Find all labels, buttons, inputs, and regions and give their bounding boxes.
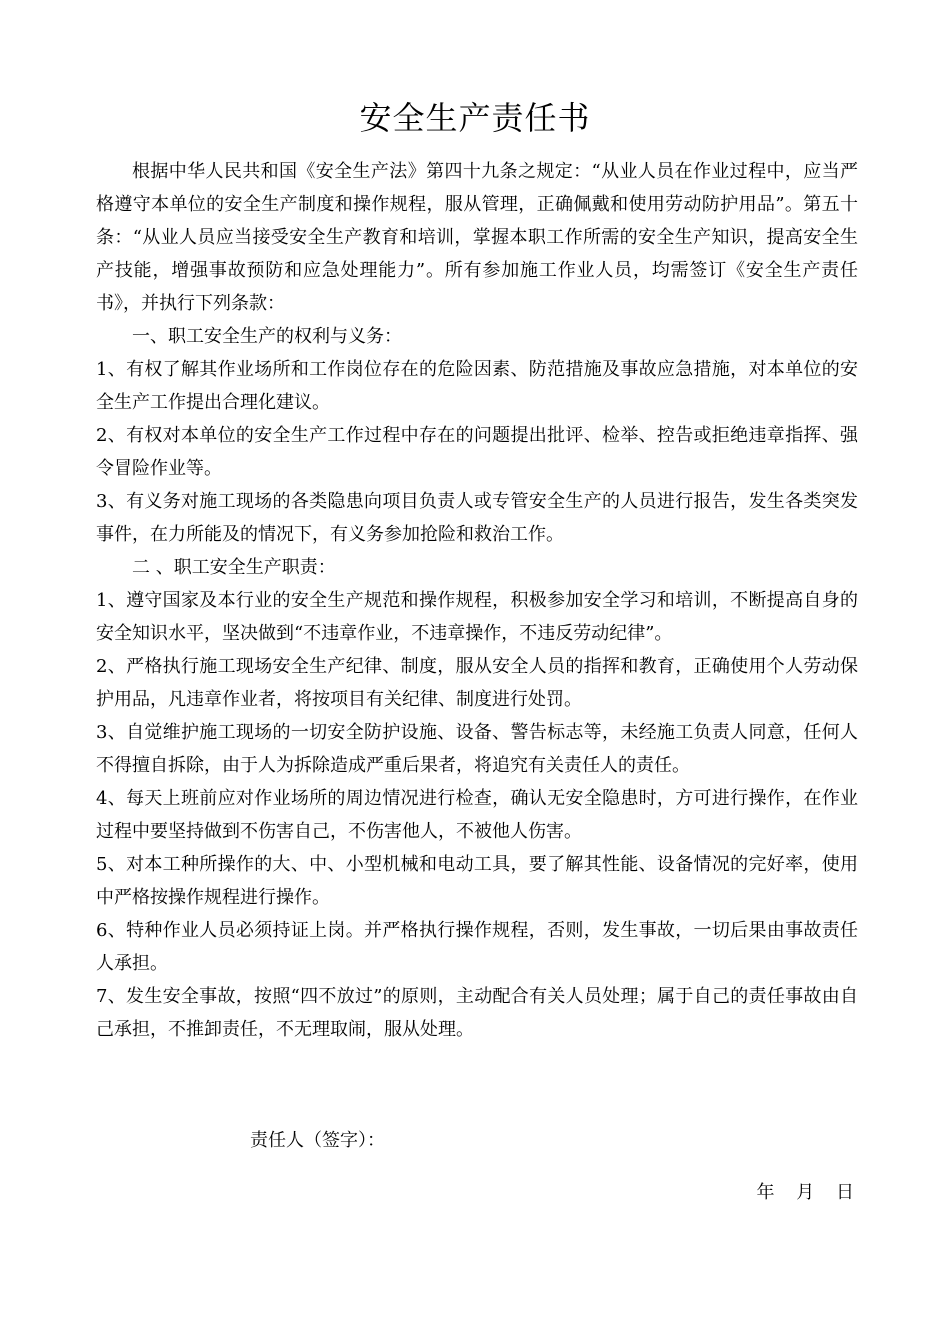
document-body xyxy=(96,155,858,1046)
signature-label: 责任人（签字）： xyxy=(250,1130,385,1151)
section-2-heading: 二 、职工安全生产职责： xyxy=(132,557,336,578)
section-2-item: 2、严格执行施工现场安全生产纪律、制度，服从安全人员的指挥和教育，正确使用个人劳动保护用品，凡违章作业者，将按项目有关纪律、制度进行处罚。 xyxy=(96,656,858,710)
date-line: 年 月 日 xyxy=(756,1182,854,1203)
section-2-item: 3、自觉维护施工现场的一切安全防护设施、设备、警告标志等，未经施工负责人同意，任何人不得擅自拆除，由于人为拆除造成严重后果者，将追究有关责任人的责任。 xyxy=(96,722,858,776)
section-1-item: 1、有权了解其作业场所和工作岗位存在的危险因素、防范措施及事故应急措施，对本单位的安全生产工作提出合理化建议。 xyxy=(96,359,858,413)
section-2-item: 1、遵守国家及本行业的安全生产规范和操作规程，积极参加安全学习和培训，不断提高自身的安全知识水平，坚决做到“不违章作业，不违章操作，不违反劳动纪律”。 xyxy=(96,590,858,644)
section-2-item: 5、对本工种所操作的大、中、小型机械和电动工具，要了解其性能、设备情况的完好率，使用中严格按操作规程进行操作。 xyxy=(96,854,858,908)
section-2-item: 7、发生安全事故，按照“四不放过”的原则，主动配合有关人员处理；属于自己的责任事故由自己承担，不推卸责任，不无理取闹，服从处理。 xyxy=(96,986,858,1040)
section-2-item: 4、每天上班前应对作业场所的周边情况进行检查，确认无安全隐患时，方可进行操作，在作业过程中要坚持做到不伤害自己，不伤害他人，不被他人伤害。 xyxy=(96,788,858,842)
page-title: 安全生产责任书 xyxy=(359,99,591,137)
intro-paragraph: 根据中华人民共和国《安全生产法》第四十九条之规定：“从业人员在作业过程中，应当严格遵守本单位的安全生产制度和操作规程，服从管理，正确佩戴和使用劳动防护用品”。第五十条：“从业人员应当接受安全生产教育和培训，掌握本职工作所需的安全生产知识，提高安全生产技能，增强事故预防和应急处理能力”。所有参加施工作业人员，均需签订《安全生产责任书》，并执行下列条款： xyxy=(96,161,858,314)
section-1-item: 2、有权对本单位的安全生产工作过程中存在的问题提出批评、检举、控告或拒绝违章指挥、强令冒险作业等。 xyxy=(96,425,858,479)
section-1-heading: 一、职工安全生产的权利与义务： xyxy=(132,326,402,347)
section-2-item: 6、特种作业人员必须持证上岗。并严格执行操作规程，否则，发生事故，一切后果由事故责任人承担。 xyxy=(96,920,858,974)
section-1-item: 3、有义务对施工现场的各类隐患向项目负责人或专管安全生产的人员进行报告，发生各类突发事件，在力所能及的情况下，有义务参加抢险和救治工作。 xyxy=(96,491,858,545)
